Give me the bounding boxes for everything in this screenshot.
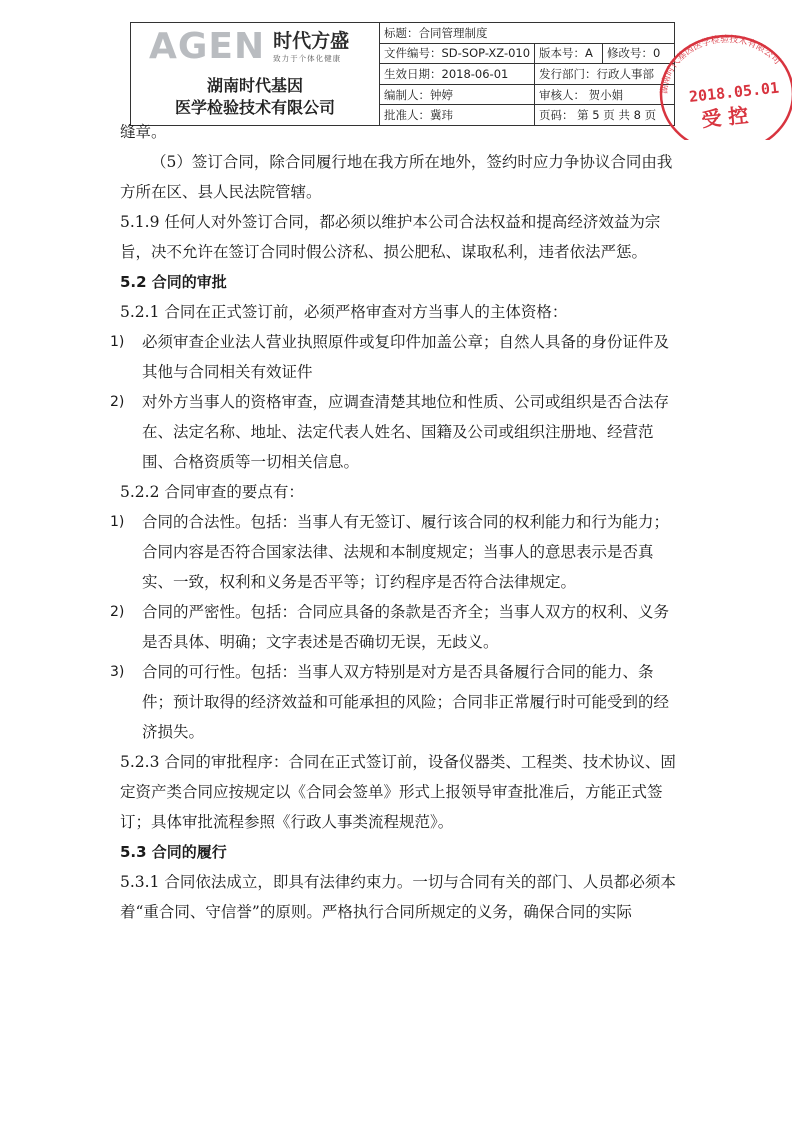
paragraph-5-3-1: 5.3.1 合同依法成立，即具有法律约束力。一切与合同有关的部门、人员都必须本着“重合同、守信誉”的原则。严格执行合同所规定的义务，确保合同的实际 — [120, 873, 676, 921]
list-number: 2) — [110, 604, 125, 620]
document-body — [110, 117, 678, 927]
effective-date: 生效日期：2018-06-01 — [380, 64, 535, 84]
header-row-date — [380, 64, 674, 85]
company-logo — [149, 27, 349, 67]
reviewer: 审核人： 贺小娟 — [539, 87, 624, 102]
list-item — [110, 387, 678, 477]
stamp-date: 2018.05.01 — [688, 78, 780, 106]
issuing-dept: 发行部门：行政人事部 — [539, 66, 654, 81]
doc-title: 标题：合同管理制度 — [384, 25, 488, 40]
stamp-label: 受 控 — [700, 102, 750, 132]
doc-number: 文件编号：SD-SOP-XZ-010 — [380, 44, 535, 64]
list-item — [110, 327, 678, 387]
section-heading-5-3: 5.3 合同的履行 — [120, 843, 227, 861]
paragraph-5-2-1: 5.2.1 合同在正式签订前，必须严格审查对方当事人的主体资格： — [120, 303, 568, 321]
list-item — [110, 657, 678, 747]
header-row-docno — [380, 44, 674, 65]
paragraph-5-1-8-5: （5）签订合同，除合同履行地在我方所在地外，签约时应力争协议合同由我方所在区、县人民法院管辖。 — [120, 153, 673, 201]
list-item — [110, 507, 678, 597]
list-item — [110, 597, 678, 657]
approver: 批准人：冀玮 — [380, 105, 535, 125]
list-number: 2) — [110, 394, 125, 410]
company-name-line1: 湖南时代基因 — [206, 76, 303, 95]
stamp-ring-text: 湖南时代基因医学检验技术有限公司 — [659, 34, 782, 95]
logo-chinese-name: 时代方盛 — [273, 30, 350, 52]
list-text: 合同的严密性。包括：合同应具备的条款是否齐全；当事人双方的权利、义务是否具体、明确；文字表述是否确切无误，无歧义。 — [142, 603, 670, 651]
document-header — [130, 22, 675, 126]
list-text: 必须审查企业法人营业执照原件或复印件加盖公章；自然人具备的身份证件及其他与合同相关有效证件 — [142, 333, 670, 381]
list-text: 合同的合法性。包括：当事人有无签订、履行该合同的权利能力和行为能力；合同内容是否符合国家法律、法规和本制度规定；当事人的意思表示是否真实、一致，权利和义务是否平等；订约程序是否符合法律规定。 — [142, 513, 670, 591]
list-text: 对外方当事人的资格审查，应调查清楚其地位和性质、公司或组织是否合法存在、法定名称、地址、法定代表人姓名、国籍及公司或组织注册地、经营范围、合格资质等一切相关信息。 — [142, 393, 670, 471]
doc-version: 版本号：A — [535, 44, 603, 64]
header-row-author — [380, 85, 674, 106]
company-name-line2: 医学检验技术有限公司 — [174, 98, 335, 117]
list-text: 合同的可行性。包括：当事人双方特别是对方是否具备履行合同的能力、条件；预计取得的经济效益和可能承担的风险；合同非正常履行时可能受到的经济损失。 — [142, 663, 670, 741]
section-heading-5-2: 5.2 合同的审批 — [120, 273, 227, 291]
header-row-title — [380, 23, 674, 44]
paragraph-5-2-3: 5.2.3 合同的审批程序：合同在正式签订前，设备仪器类、工程类、技术协议、固定资产类合同应按规定以《合同会签单》形式上报领导审查批准后，方能正式签订；具体审批流程参照《行政人事类流程规范》。 — [120, 753, 676, 831]
paragraph-5-1-9: 5.1.9 任何人对外签订合同，都必须以维护本公司合法权益和提高经济效益为宗旨，决不允许在签订合同时假公济私、损公肥私、谋取私利，违者依法严惩。 — [120, 213, 661, 261]
paragraph-5-2-2: 5.2.2 合同审查的要点有： — [120, 483, 304, 501]
company-name — [131, 75, 379, 119]
list-number: 3) — [110, 664, 125, 680]
paragraph-continuation: 缝章。 — [120, 123, 167, 141]
logo-wordmark: AGEN — [149, 26, 266, 67]
header-info-table — [380, 23, 674, 125]
header-logo-block — [131, 23, 380, 125]
list-number: 1) — [110, 514, 125, 530]
list-number: 1) — [110, 334, 125, 350]
page-number: 页码： 第 5 页 共 8 页 — [539, 108, 657, 123]
logo-slogan: 致力于个体化健康 — [273, 54, 342, 63]
author: 编制人：钟婷 — [380, 85, 535, 105]
doc-revision: 修改号：0 — [607, 46, 661, 61]
